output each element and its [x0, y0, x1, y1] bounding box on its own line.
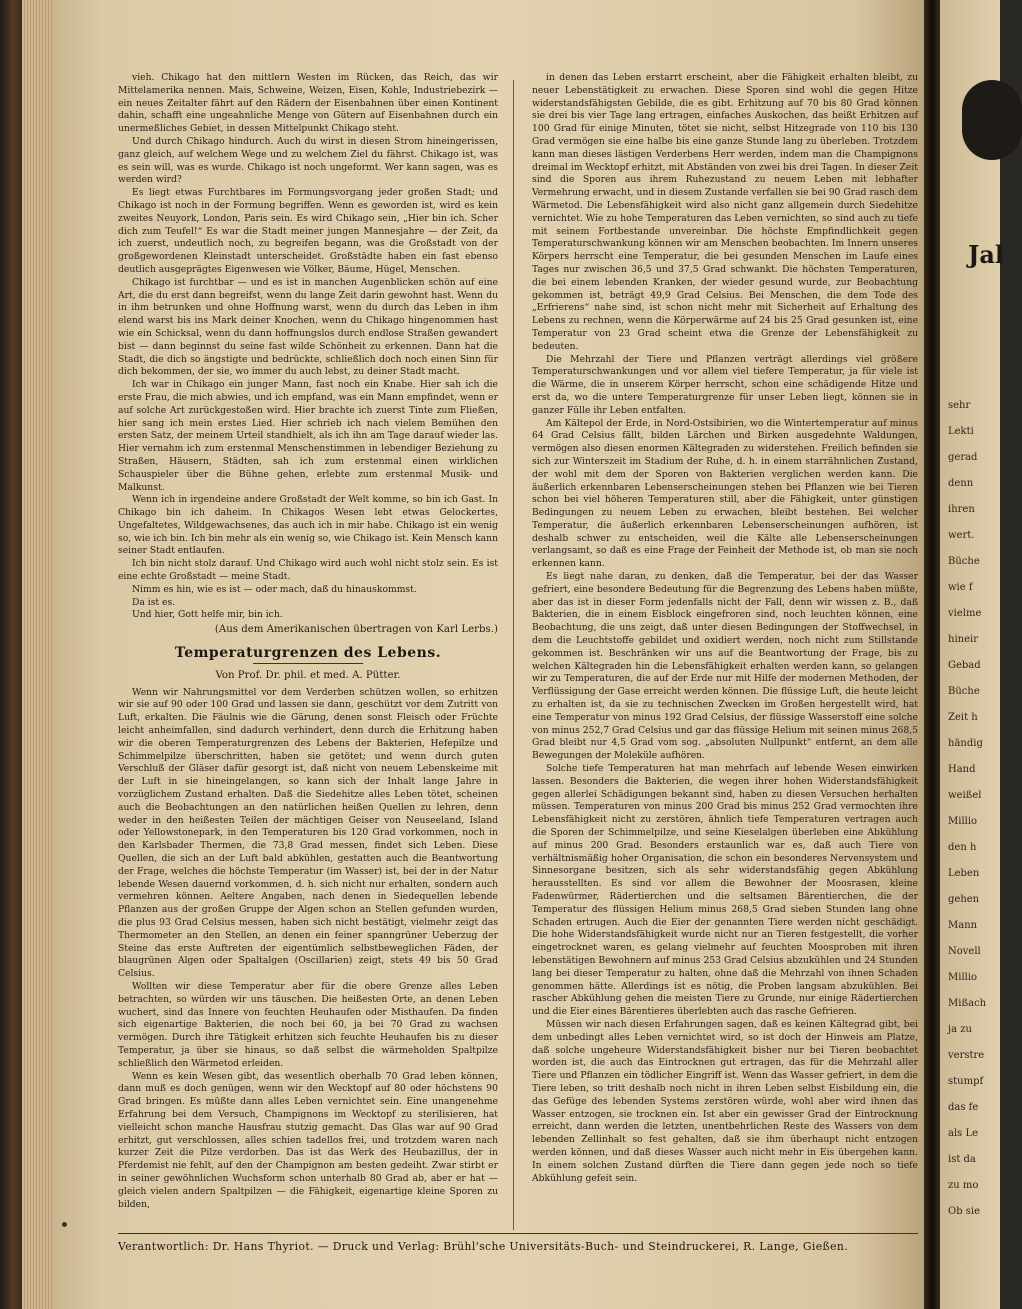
- adjacent-fragment: wert.: [948, 530, 975, 541]
- article-title: Temperaturgrenzen des Lebens.: [174, 645, 442, 662]
- adjacent-fragment: Lekti: [948, 426, 974, 437]
- article-paragraph: Wenn es kein Wesen gibt, das wesentlich oberhalb 70 Grad leben können, dann muß es doch genügen, wenn wir den Wecktopf auf 80 oder höchstens 90 Grad bringen. Es müßte dann alles Leben vernichtet sein. Eine unangenehme Erfahrung bei dem Versuch, Champignons im Wecktopf zu sterilisieren, hat vielleicht schon manche Hausfrau stutzig gemacht. Das Glas war auf 90 Grad erhitzt, gut verschlossen, alles schien tadellos frei, und trotzdem waren nach kurzer Zeit die Pilze verdorben. Das ist das Werk des Heubazillus, der in Pferdemist nie fehlt, auf den der Champignon am besten gedeiht. Zwar stirbt er in seiner gewöhnlichen Wuchsform schon unterhalb 80 Grad ab, aber er hat — gleich vielen andern Spaltpilzen — die Fähigkeit, eigenartige kleine Sporen zu bilden,: [118, 1070, 498, 1210]
- paragraph: Wenn ich in irgendeine andere Großstadt der Welt komme, so bin ich Gast. In Chikago bin ich daheim. In Chikagos Wesen lebt etwas Gelockertes, Ungefaltetes, Wildgewachsenes, das auch ich in mir habe. Chikago ist ein wenig so, wie ich bin. Ich bin mehr als ein wenig so, wie Chikago ist. Kein Mensch kann seiner Stadt entlaufen.: [118, 494, 498, 557]
- paragraph: Und hier, Gott helfe mir, bin ich.: [132, 609, 283, 621]
- adjacent-page: [940, 0, 1005, 1309]
- adjacent-fragment: Leben: [948, 868, 980, 879]
- margin-dot: [62, 1222, 67, 1227]
- adjacent-fragment: Hand: [948, 764, 976, 775]
- adjacent-fragment: den h: [948, 842, 977, 853]
- article-author: Von Prof. Dr. phil. et med. A. Pütter.: [215, 669, 401, 681]
- article-paragraph: Wenn wir Nahrungsmittel vor dem Verderben schützen wollen, so erhitzen wir sie auf 90 oder 100 Grad und lassen sie dann, geschützt vor dem Zutritt von Luft, erkalten. Die Fäulnis wie die Gärung, denen sonst Fleisch oder Früchte leicht anheimfallen, sind dadurch verhindert, denn durch die Erhitzung haben wir die oberen Temperaturgrenzen des Lebens der Bakterien, Hefepilze und Schimmelpilze überschritten, haben sie getötet; und wenn durch guten Verschluß der Gläser dafür gesorgt ist, daß nicht von neuem Lebenskeime mit der Luft in sie hineingelangen, so kann sich der Inhalt lange Jahre in vorzüglichem Zustand erhalten. Daß die Siedehitze alles Leben tötet, scheinen auch die Beobachtungen an den natürlichen heißen Quellen zu lehren, denn weder in den heißesten Teilen der mächtigen Geiser von Neuseeland, Island oder Yellowstonepark, in den Temperaturen bis 120 Grad vorkommen, noch in den Karlsbader Thermen, die 73,8 Grad messen, findet sich Leben. Diese Quellen, die sich an der Luft bald abkühlen, gestatten auch die Beantwortung der Frage, welches die höchste Temperatur (im Wasser) ist, bei der in der Natur lebende Wesen dauernd vorkommen, d. h. sich nicht nur erhalten, sondern auch vermehren können. Aeltere Angaben, nach denen in Siedequellen lebende Pflanzen aus der großen Gruppe der Algen schon an Stellen gefunden wurden, die plus 93 Grad Celsius messen, haben sich nicht bestätigt, vielmehr zeigt das Thermometer an den Stellen, an denen ein feiner spanngrüner Ueberzug der Steine das erste Auftreten der eigentümlich selbstbeweglichen Fäden, der blaugrünen Algen oder Spaltalgen (Oscillarien) zeigt, stets 49 bis 50 Grad Celsius.: [118, 686, 498, 980]
- paragraph: Ich bin nicht stolz darauf. Und Chikago wird auch wohl nicht stolz sein. Es ist eine echte Großstadt — meine Stadt.: [118, 558, 498, 583]
- imprint-footer: Verantwortlich: Dr. Hans Thyriot. — Druck und Verlag: Brühl'sche Universitäts-Buch- und Steindruckerei, R. Lange, Gießen.: [118, 1240, 849, 1253]
- translation-byline: (Aus dem Amerikanischen übertragen von Karl Lerbs.): [214, 624, 498, 636]
- adjacent-fragment: als Le: [948, 1128, 979, 1139]
- adjacent-fragment: ja zu: [948, 1024, 972, 1035]
- adjacent-fragment: Büche: [948, 556, 980, 567]
- adjacent-fragment: ihren: [948, 504, 975, 515]
- adjacent-fragment: wie f: [948, 582, 973, 593]
- adjacent-fragment: händig: [948, 738, 983, 749]
- adjacent-fragment: Ob sie: [948, 1206, 981, 1217]
- article-paragraph: in denen das Leben erstarrt erscheint, aber die Fähigkeit erhalten bleibt, zu neuer Lebenstätigkeit zu erwachen. Diese Sporen sind wohl die gegen Hitze widerstandsfähigsten Gebilde, die es gibt. Erhitzung auf 70 bis 80 Grad können sie drei bis vier Tage lang ertragen, einfaches Auskochen, das heißt Erhitzen auf 100 Grad für einige Minuten, tötet sie nicht, selbst Hitzegrade von 110 bis 130 Grad vermögen sie eine halbe bis eine ganze Stunde lang zu überleben. Trotzdem kann man dieses lästigen Verderbens Herr werden, indem man die Champignons dreimal im Wecktopf erhitzt, mit Abständen von zwei bis drei Tagen. In dieser Zeit sind die Sporen aus ihrem Ruhezustand zu neuem Leben mit lebhafter Vermehrung erwacht, und in diesem Zustande verfallen sie bei 90 Grad rasch dem Wärmetod. Die Lebensfähigkeit wird also nicht ganz allgemein durch Siedehitze vernichtet. Wie zu hohe Temperaturen das Leben vernichten, so sind auch zu tiefe mit seinem Fortbestande unvereinbar. Die höchste Empfindlichkeit gegen Temperaturschwankung können wir am Menschen beobachten. Im Innern unseres Körpers herrscht eine Temperatur, die bei gesunden Menschen im Laufe eines Tages nur zwischen 36,5 und 37,5 Grad schwankt. Die höchsten Temperaturen, die bei einem lebenden Kranken, der wieder gesund wurde, zur Beobachtung gekommen ist, beträgt 49,9 Grad Celsius. Bei Menschen, die dem Tode des „Erfrierens“ nahe sind, ist schon nicht mehr mit Sicherheit auf Erhaltung des Lebens zu rechnen, wenn die Körperwärme auf 24 bis 25 Grad gesunken ist, eine Temperatur von 23 Grad scheint etwa die Grenze der Lebensfähigkeit zu bedeuten.: [532, 72, 918, 352]
- masthead-initial-icon: [962, 80, 1022, 160]
- article-paragraph: Wollten wir diese Temperatur aber für die obere Grenze alles Leben betrachten, so würden wir uns täuschen. Die heißesten Orte, an denen Leben wuchert, sind das Innere von feuchten Heuhaufen oder Misthaufen. Da finden sich eigenartige Bakterien, die noch bei 60, ja bei 70 Grad zu wachsen vermögen. Durch ihre Tätigkeit erhitzen sich feuchte Heuhaufen bis zu dieser Temperatur, ja über sie hinaus, so daß selbst die wärmeholden Spaltpilze schließlich den Wärmetod erleiden.: [118, 980, 498, 1069]
- paragraph: Und durch Chikago hindurch. Auch du wirst in diesen Strom hineingerissen, ganz gleich, auf welchem Wege und zu welchem Ziel du fährst. Chikago ist, was es sein will, was es wurde. Chikago ist noch ungeformt. Wer kann sagen, was es werden wird?: [118, 135, 498, 186]
- adjacent-fragment: Gebad: [948, 660, 981, 671]
- title-rule: [253, 663, 363, 664]
- article-paragraph: Müssen wir nach diesen Erfahrungen sagen, daß es keinen Kältegrad gibt, bei dem unbedingt alles Leben vernichtet wird, so ist doch der Hinweis am Platze, daß solche ungeheure Widerstandsfähigkeit bisher nur bei Tieren beobachtet worden ist, die auch das Eintrocknen gut ertragen, das für die Mehrzahl aller Tiere und Pflanzen ein tödlicher Eingriff ist. Wenn das Wasser gefriert, in dem die Tiere leben, so tritt deshalb noch nicht in ihren Leben selbst Eisbildung ein, die das Gefüge des lebenden Systems zerstören würde, wohl aber wird ihnen das Wasser entzogen, sie trocknen ein. Ist aber ein gewisser Grad der Eintrocknung erreicht, dann werden die letzten, unentbehrlichen Reste des Wassers von dem lebenden Zellinhalt so fest gehalten, daß sie ihm überhaupt nicht entzogen werden können, und daß dieses Wasser auch nicht mehr in Eis übergehen kann. In einem solchen Zustand dürften die Tiere dann gegen jede noch so tiefe Abkühlung gefeit sein.: [532, 1018, 918, 1184]
- paragraph: Chikago ist furchtbar — und es ist in manchen Augenblicken schön auf eine Art, die du erst dann begreifst, wenn du lange Zeit darin gewohnt hast. Wenn du in ihm betrunken und ohne Hoffnung warst, wenn du durch das Leben in ihm elend warst bis ins Mark deiner Knochen, wenn du Chikago hingenommen hast wie ein Schicksal, wenn du dann hoffnungslos durch endlose Straßen gewandert bist — dann beginnst du seine fast wilde Schönheit zu erkennen. Dann hat die Stadt, die dich so ängstigte und bedrückte, schließlich doch noch einen Sinn für dich bekommen, der sie, wo immer du auch lebst, zu deiner Stadt macht.: [118, 276, 498, 378]
- adjacent-fragment: denn: [948, 478, 974, 489]
- adjacent-fragment: Mann: [948, 920, 978, 931]
- article-paragraph: Es liegt nahe daran, zu denken, daß die Temperatur, bei der das Wasser gefriert, eine besondere Bedeutung für die Begrenzung des Lebens haben müßte, aber das ist in dieser Form jedenfalls nicht der Fall, denn wir wissen z. B., daß Bakterien, die in einem Eisblock eingefroren sind, noch leuchten können, eine Beobachtung, die uns zeigt, daß unter diesen Bedingungen der Stoffwechsel, in dem die Leuchtstoffe gebildet und oxidiert werden, noch nicht zum Stillstande gekommen ist. Beschränken wir uns auf die Beantwortung der Frage, bis zu welchen Kältegraden hin die Lebensfähigkeit erhalten werden kann, so gelangen wir zu Temperaturen, die auf der Erde nur mit Hilfe der modernen Methoden, der Verflüssigung der Gase erreicht werden können. Die flüssige Luft, die heute leicht zu erhalten ist, da sie zu technischen Zwecken im Großen hergestellt wird, hat eine Temperatur von minus 192 Grad Celsius, der flüssige Wasserstoff eine solche von minus 252,7 Grad Celsius und gar das flüssige Helium mit seinen minus 268,5 Grad bleibt nur 4,5 Grad vom sog. „absoluten Nullpunkt“ entfernt, an dem alle Bewegungen der Moleküle aufhören.: [532, 571, 918, 762]
- adjacent-fragment: Mißach: [948, 998, 987, 1009]
- column-right: [532, 72, 918, 1185]
- book-spine: [0, 0, 22, 1309]
- footer-rule: [118, 1233, 918, 1234]
- paragraph: Nimm es hin, wie es ist — oder mach, daß du hinauskommst.: [132, 583, 417, 595]
- adjacent-fragment: vielme: [948, 608, 982, 619]
- adjacent-fragment: stumpf: [948, 1076, 984, 1087]
- column-divider: [513, 80, 514, 1230]
- adjacent-fragment: Büche: [948, 686, 980, 697]
- adjacent-fragment: zu mo: [948, 1180, 979, 1191]
- adjacent-fragment: sehr: [948, 400, 971, 411]
- adjacent-fragment: weißel: [948, 790, 982, 801]
- adjacent-heading: Jal: [968, 240, 1005, 269]
- article-paragraph: Am Kältepol der Erde, in Nord-Ostsibirien, wo die Wintertemperatur auf minus 64 Grad Celsius fällt, bilden Lärchen und Birken ausgedehnte Waldungen, vermögen also diesen enormen Kältegraden zu widerstehen. Freilich befinden sie sich zur Winterszeit im Stadium der Ruhe, d. h. in einem starrähnlichen Zustand, der wohl mit dem der Sporen von Bakterien verglichen werden kann. Die äußerlich erkennbaren Lebenserscheinungen stehen bei Pflanzen wie bei Tieren schon bei viel höheren Temperaturen still, aber die Fähigkeit, unter günstigen Bedingungen zu neuem Leben zu erwachen, bleibt bestehen. Bei welcher Temperatur, die äußerlich erkennbaren Lebenserscheinungen aufhören, ist deshalb schwer zu entscheiden, weil die Kälte alle Lebenserscheinungen verlangsamt, so daß es eine Frage der Feinheit der Methode ist, ob man sie noch erkennen kann.: [532, 417, 918, 570]
- adjacent-fragment: hineir: [948, 634, 978, 645]
- adjacent-fragment: Millio: [948, 972, 978, 983]
- adjacent-fragment: ist da: [948, 1154, 976, 1165]
- page-edges: [22, 0, 52, 1309]
- adjacent-fragment: Zeit h: [948, 712, 978, 723]
- book-gutter: [924, 0, 940, 1309]
- adjacent-fragment: verstre: [948, 1050, 985, 1061]
- paragraph: Da ist es.: [132, 596, 176, 608]
- adjacent-fragment: Millio: [948, 816, 978, 827]
- adjacent-fragment: gehen: [948, 894, 980, 905]
- article-paragraph: Solche tiefe Temperaturen hat man mehrfach auf lebende Wesen einwirken lassen. Besonders die Bakterien, die wegen ihrer hohen Widerstandsfähigkeit gegen allerlei Schädigungen bekannt sind, haben zu diesen Versuchen herhalten müssen. Temperaturen von minus 200 Grad bis minus 252 Grad vermochten ihre Lebensfähigkeit nicht zu zerstören, ähnlich tiefe Temperaturen vertragen auch die Sporen der Schimmelpilze, und seine Kieselalgen überleben eine Abkühlung auf minus 200 Grad. Besonders erstaunlich war es, daß auch Tiere von verhältnismäßig hoher Organisation, die schon ein besonderes Nervensystem und Sinnesorgane besitzen, sich als sehr widerstandsfähig gegen Abkühlung herausstellten. Es sind vor allem die Bewohner der Moosrasen, kleine Fadenwürmer, Rädertierchen und die seltsamen Bärentierchen, die der Temperatur des flüssigen Helium minus 268,5 Grad sieben Stunden lang ohne Schaden ertrugen. Auch die Eier der genannten Tiere werden nicht geschädigt. Die hohe Widerstandsfähigkeit wurde nicht nur an Tieren festgestellt, die vorher eingetrocknet waren, es gelang vielmehr auf feuchten Moosproben mit ihren lebenstätigen Bewohnern auf minus 253 Grad Celsius abzukühlen und 24 Stunden lang bei dieser Temperatur zu halten, ohne daß die Mehrzahl von ihnen Schaden genommen hätte. Allerdings ist es nötig, die Proben langsam abzukühlen. Bei rascher Abkühlung gehen die meisten Tiere zu Grunde, nur einige Rädertierchen und die Eier eines Bärentieres überlebten auch das rasche Gefrieren.: [532, 763, 918, 1018]
- article-paragraph: Die Mehrzahl der Tiere und Pflanzen verträgt allerdings viel größere Temperaturschwankungen und vor allem viel tiefere Temperatur, ja für viele ist die Wärme, die in unserem Körper herrscht, schon eine schädigende Hitze und erst da, wo die untere Temperaturgrenze für unser Leben liegt, können sie in ganzer Fülle ihr Leben entfalten.: [532, 353, 918, 416]
- adjacent-fragment: Novell: [948, 946, 981, 957]
- paragraph: Es liegt etwas Furchtbares im Formungsvorgang jeder großen Stadt; und Chikago ist noch in der Formung begriffen. Wenn es geworden ist, wird es kein zweites Neuyork, London, Paris sein. Es wird Chikago sein, „Hier bin ich. Scher dich zum Teufel!“ Es war die Stadt meiner jungen Mannesjahre — der Zeit, da ich zuerst, undeutlich noch, zu begreifen begann, was die Großstadt von der großgewordenen Kleinstadt unterscheidet. Großstädte haben ein fast ebenso deutlich ausgeprägtes Eigenwesen wie Völker, Bäume, Hügel, Menschen.: [118, 187, 498, 275]
- paragraph: vieh. Chikago hat den mittlern Westen im Rücken, das Reich, das wir Mittelamerika nennen. Mais, Schweine, Weizen, Eisen, Kohle, Industriebezirk — ein neues Zeitalter fährt auf den Rädern der Eisenbahnen über einen Kontinent dahin, schafft eine ungeahnliche Menge von Gütern auf Eisenbahnen durch ein unermeßliches Gebiet, in dessen Mittelpunkt Chikago steht.: [118, 72, 498, 135]
- adjacent-fragment: das fe: [948, 1102, 979, 1113]
- column-left: [118, 72, 498, 1211]
- adjacent-fragment: gerad: [948, 452, 978, 463]
- paragraph: Ich war in Chikago ein junger Mann, fast noch ein Knabe. Hier sah ich die erste Frau, die mich abwies, und ich empfand, was ein Mann empfindet, wenn er auf solche Art zurückgestoßen wird. Hier brachte ich zuerst Tinte zum Fließen, hier sang ich mein erstes Lied. Hier schrieb ich nach vielem Bemühen den ersten Satz, der meinem Urteil standhielt, als ich ihn am Tage darauf wieder las. Hier vernahm ich zum erstenmal Menschenstimmen in lebendiger Beziehung zu Straßen, Häusern, Städten, sah ich zum erstenmal einen wirklichen Schauspieler über die Bühne gehen, erlebte zum erstenmal Musik- und Malkunst.: [118, 379, 498, 493]
